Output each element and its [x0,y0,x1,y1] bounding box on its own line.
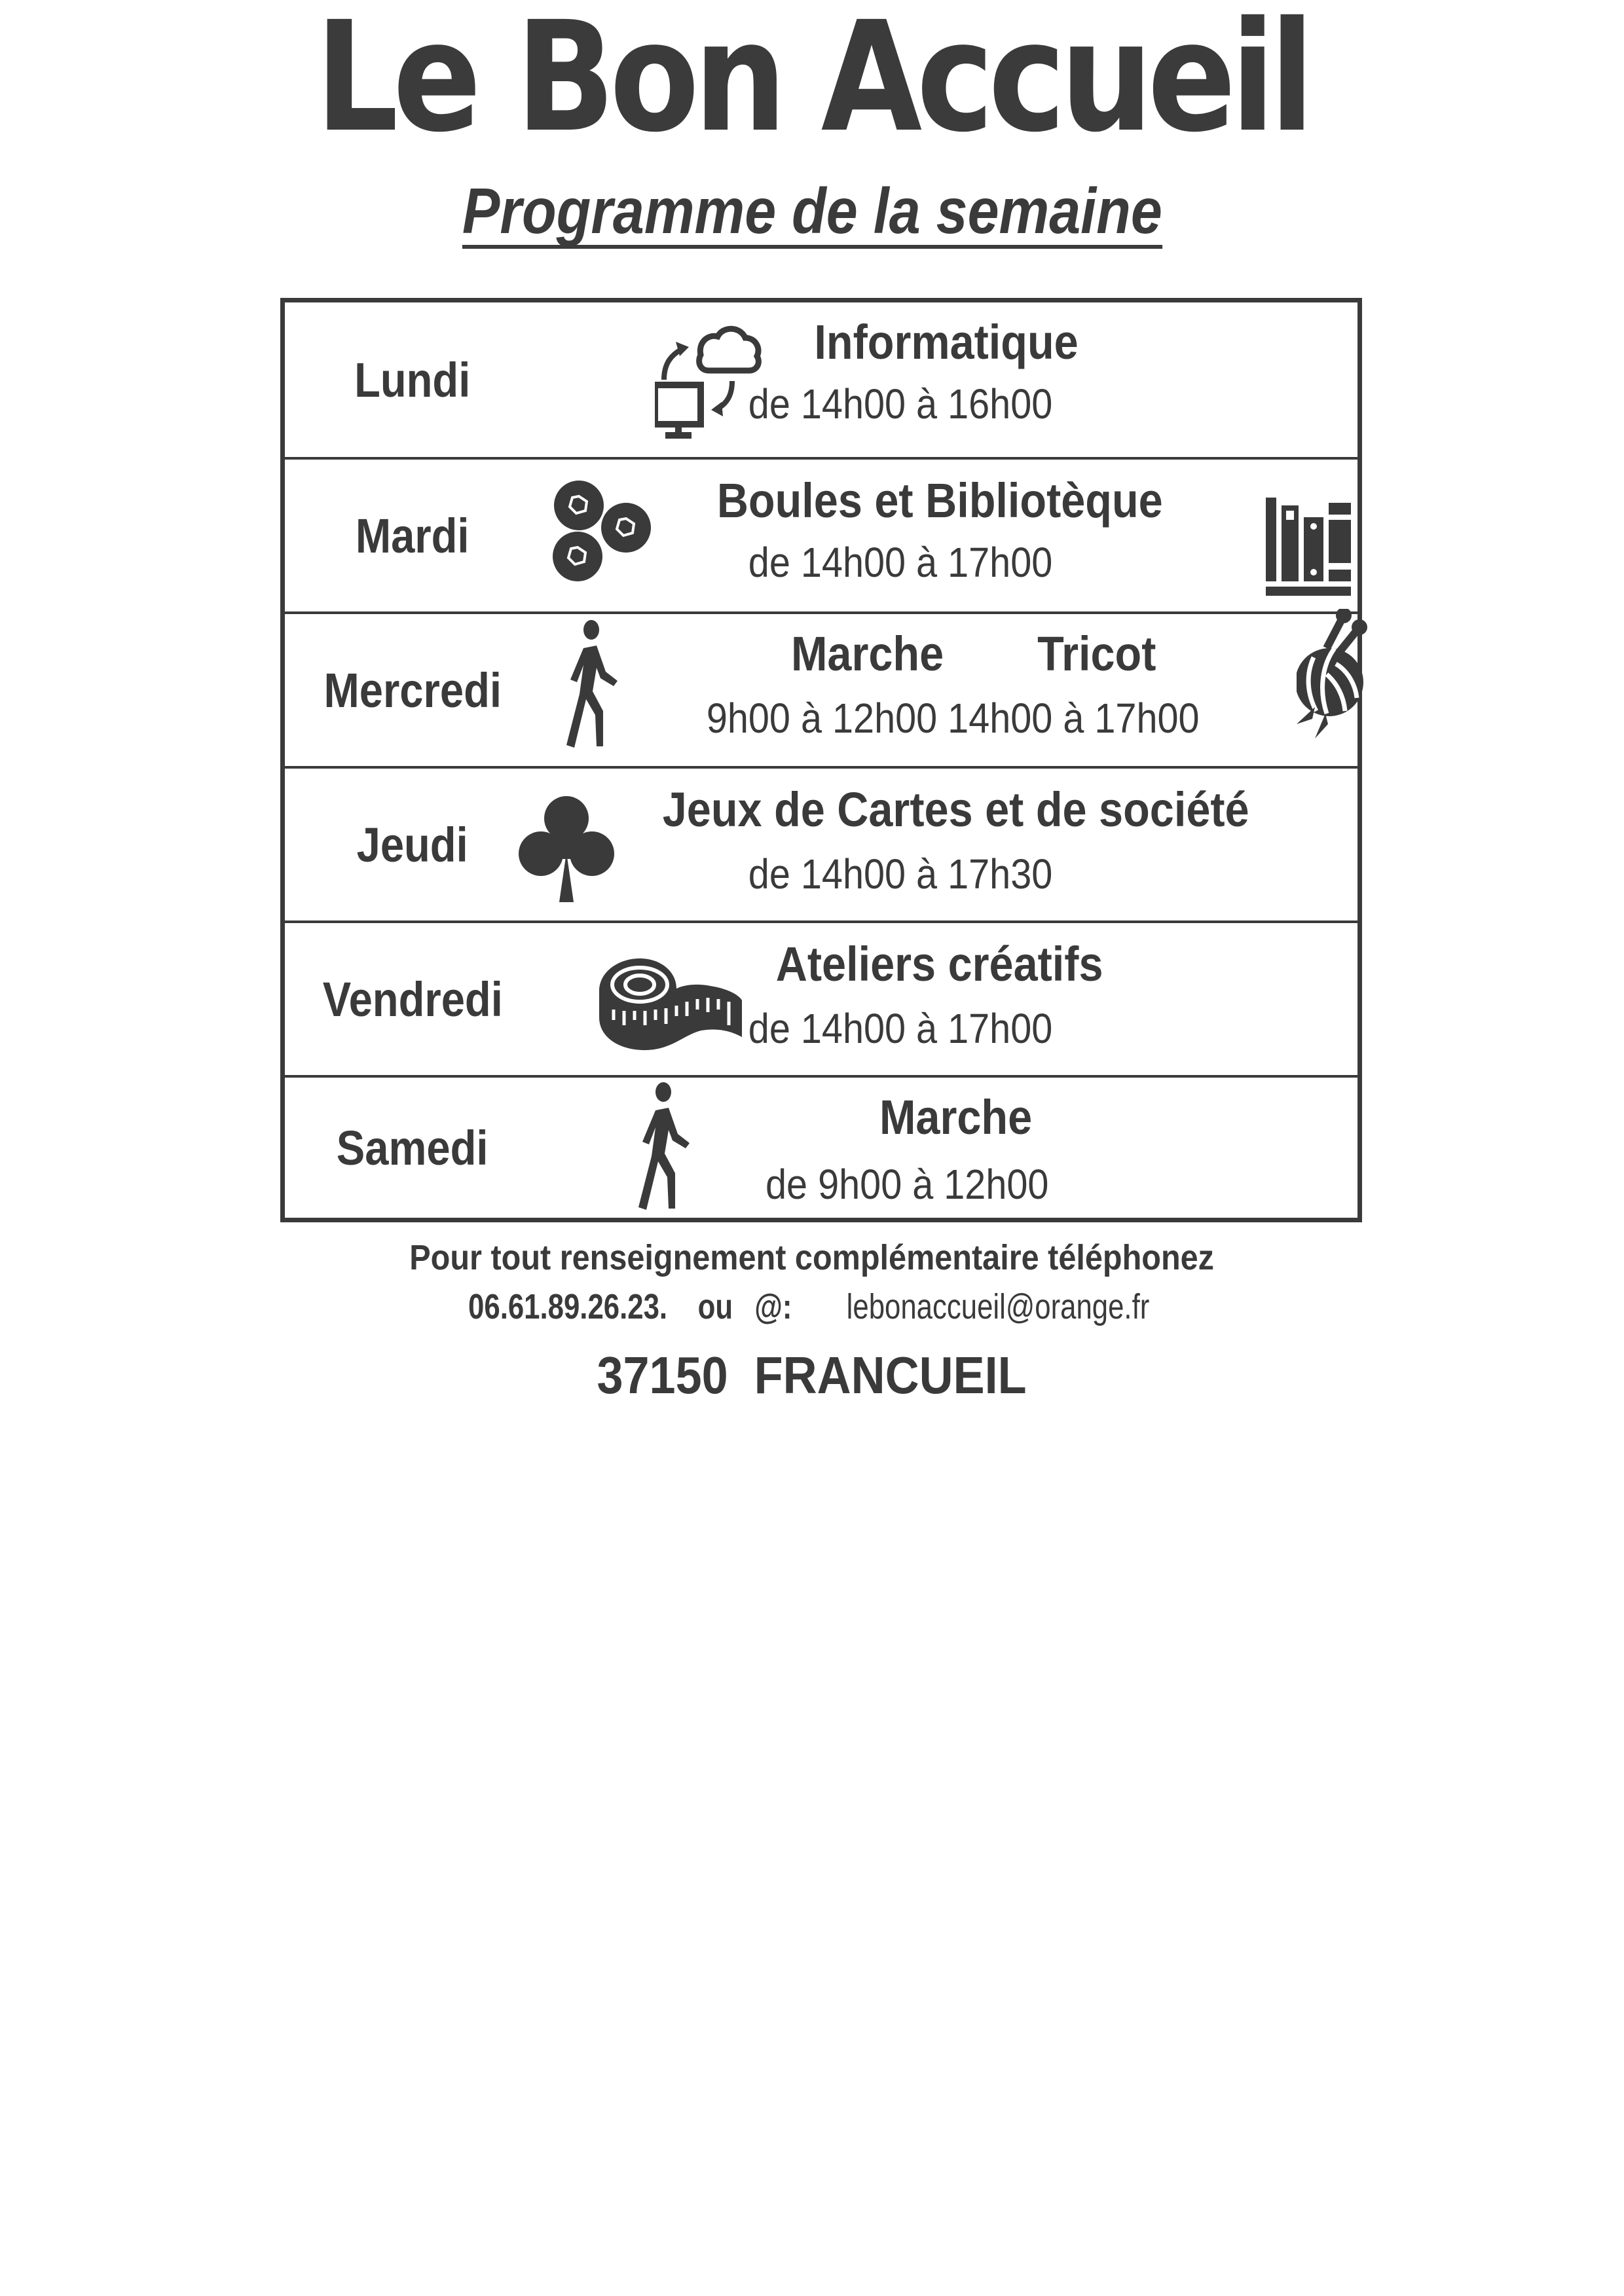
info-text: Pour tout renseignement complémentaire téléphonez [409,1238,1215,1277]
activity-name [743,936,1136,992]
day-label [285,302,540,457]
activity-name [652,473,1228,528]
hours-text: de 9h00 à 12h00 [765,1161,1049,1208]
day-text: Samedi [337,1120,489,1175]
day-text: Mercredi [323,663,502,718]
activity-text: Ateliers créatifs [776,937,1103,991]
activity-hours [717,380,1084,428]
at-label: @: [754,1287,793,1326]
day-text: Lundi [354,352,471,407]
page-title: Le Bon Accueil [315,0,1309,166]
contact-info-text [0,1237,1624,1278]
activity-name [612,782,1300,837]
club-suit-icon [517,793,616,905]
or-text: ou [698,1287,733,1326]
petanque-balls-icon [549,479,654,584]
email-link[interactable]: lebonaccueil@orange.fr [847,1287,1150,1326]
schedule-row-samedi [285,1075,1357,1218]
contact-line-inner [458,1286,1167,1327]
activity-text: Jeux de Cartes et de société [663,782,1249,837]
hours-text: de 14h00 à 17h00 [748,539,1053,586]
address [0,1345,1624,1406]
schedule-row-jeudi [285,766,1357,920]
schedule-row-mardi [285,457,1357,611]
schedule-row-mercredi [285,611,1357,766]
walking-person-icon [632,1082,704,1212]
activity-text: Boules et Bibliotèque [716,473,1163,528]
activity-hours [717,538,1084,587]
activity-text: Informatique [814,315,1079,369]
day-label [285,769,540,920]
page-subtitle [0,172,1624,250]
activity-hours [724,1160,1090,1209]
books-icon [1266,498,1355,602]
activity-text: Marche [879,1090,1033,1144]
subtitle-text: Programme de la semaine [462,177,1162,249]
day-label [285,460,540,611]
spacer [680,1286,695,1327]
activity-text-knit: Tricot [1037,627,1156,681]
hours-text: de 14h00 à 17h30 [748,850,1053,898]
schedule-row-lundi [285,302,1357,457]
day-label [285,1078,540,1218]
day-text: Jeudi [356,817,469,872]
activity-name [783,626,1156,682]
day-text: Mardi [356,508,470,563]
hours-text: 9h00 à 12h00 14h00 à 17h00 [706,695,1200,742]
schedule-row-vendredi [285,920,1357,1075]
phone-number: 06.61.89.26.23. [468,1287,668,1326]
activity-name [848,1089,1064,1145]
walking-person-icon [560,619,632,750]
day-label [285,614,540,766]
weekly-schedule-table [280,298,1362,1222]
hours-text: de 14h00 à 16h00 [748,380,1053,428]
activity-name [796,314,1097,370]
spacer [736,1286,752,1327]
day-text: Vendredi [322,972,503,1027]
hours-text: de 14h00 à 17h00 [748,1005,1053,1052]
activity-text-walk: Marche [790,627,944,681]
activity-hours [717,1004,1084,1053]
activity-hours [671,694,1234,742]
yarn-ball-knitting-icon [1297,609,1369,740]
contact-line [0,1286,1624,1327]
spacer [796,1286,828,1327]
activity-hours [717,850,1084,898]
day-label [285,923,540,1075]
address-text: 37150 FRANCUEIL [597,1346,1027,1404]
